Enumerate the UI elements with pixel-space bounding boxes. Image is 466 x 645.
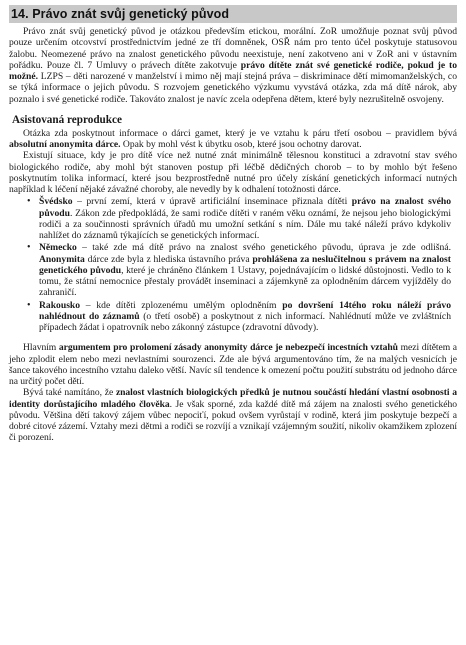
text-run: , které je chráněno článkem 1 Ustavy, pojednávajícím o lidské důstojnosti. Vedlo to k tomu, že státní nemocnice přestaly provádět inseminaci a zájemkyně za oplodněním dárcem vyjížděly do zahraničí. — [39, 264, 451, 299]
text-run: Hlavním — [23, 342, 59, 354]
section-title: Asistovaná reprodukce — [12, 113, 122, 126]
text-run: dárce zde byla z hlediska ústavního práva — [84, 253, 253, 265]
paragraph-donor-anonymity — [9, 128, 457, 151]
page-title: 14. Právo znát svůj genetický původ — [11, 7, 230, 21]
paragraph-existing-situations: Existují situace, kdy je pro dítě více než nutné znát minimálně tělesnou konstituci a zdravotní stav svého biologického rodiče, aby mohl být stanoven postup při léčbě dědičných chorob – to by mohlo být řešeno poskytnutím tolika informací, které jsou bezprostředně nutné pro účely získání genetických informací nutných například k léčení nějaké závažné choroby, ale nevedly by k odhalení totožnosti dárce. — [9, 150, 457, 195]
bold-text-run: Rakousko — [39, 299, 81, 311]
bold-text-run: znalost vlastních biologických předků je nutnou součástí hledání vlastní osobnosti a identity dorůstajícího mladého člověka — [9, 387, 458, 410]
text-run: . Zákon zde předpokládá, že sami rodiče dítěti v raném věku oznámí, že nejsou jeho biologickými rodiči a za součinnosti správních úřadů mu umožní setkání s ním. Dále mu také náleží právo kdykoliv nahlížet do záznamů týkajících se genetických informací. — [39, 207, 451, 241]
bullet-icon: • — [27, 196, 31, 208]
list-item-austria — [27, 299, 451, 334]
text-run: mezi dítětem a jeho zplodit elem nebo mezi nevlastními sourozenci. Zde ale bývá argumentováno tím, že na malých vesnicích je šance takového incestního vztahu daleko větší. Navíc síl tendence k omezení počtu použití substrátu od jednoho dárce na určitý počet dětí. — [9, 342, 457, 387]
bold-text-run: po dovršení 14tého roku náleží právo nahlédnout do záznamů — [39, 299, 451, 322]
bullet-icon: • — [27, 242, 31, 254]
bold-text-run: Anonymita — [39, 253, 85, 265]
bold-text-run: právo na znalost svého původu — [39, 196, 452, 219]
text-run: (o třetí osobě) a poskytnout z nich informací. Nahlédnutí může ve zvláštních případech žádat i opatrovník nebo zákonný zástupce (zdravotní důvody). — [39, 310, 451, 333]
text-run: . Je však sporné, zda každé dítě má zájem na znalosti svého genetického původu. Většina dětí takový zájem vůbec nepociťí, pokud ovšem vyrůstají v rodině, která jim poskytuje bezpečí a dobré citové zázemí. Vztahy mezi dětmi a rodiči se rozvíjí a vznikají vzájemným soužití, nikoliv okamžikem zplození či porození. — [9, 398, 458, 444]
list-item-text — [39, 196, 451, 241]
text-run: Právo znát svůj genetický původ je otázkou především etickou, morální. ZoR umožňuje poznat svůj původ pouze určením otcovství prostřednictvím jedné ze tří domněnek, OSŘ nám pro tento účel poskytuje statusovou žalobu. Neomezené právo na znalost genetického původu neexistuje, není zakotveno ani v ZoR ani v ústavním pořádku. Pouze čl. 7 Umluvy o právech dítěte zakotvuje — [9, 26, 457, 71]
text-run: LZPS – děti narozené v manželství i mimo něj mají stejná práva – diskriminace dětí mimomanželských, co se týká informace o jejich původu. S rozvojem genetického výzkumu vyvstává otázka, zda má dítě nárok, aby poznalo i své genetické rodiče. Takováto znalost je navíc zcela odepřena dětem, které byly nezrušitelně osvojeny. — [9, 71, 457, 105]
bold-text-run: Švédsko — [39, 196, 73, 208]
list-item-text — [39, 300, 451, 334]
list-item-sweden — [27, 196, 452, 241]
paragraph-identity-argument — [9, 387, 457, 443]
bold-text-run: argumentem pro prolomení zásady anonymity dárce je nebezpečí incestních vztahů — [58, 342, 398, 354]
text-run: Bývá také namítáno, že — [23, 387, 116, 399]
bold-text-run: právo dítěte znát své genetické rodiče, pokud je to možné. — [9, 59, 457, 82]
bullet-icon: • — [27, 299, 31, 311]
text-run: – kde dítěti zplozenému umělým oplodněním — [80, 299, 283, 311]
list-item-text — [39, 242, 451, 298]
paragraph-main-argument — [9, 342, 457, 387]
heading-bar — [9, 5, 457, 23]
text-run: Otázka zda poskytnout informace o dárci gamet, který je ve vztahu k páru třetí osobou – pravidlem bývá — [23, 127, 457, 139]
bold-text-run: Německo — [39, 242, 77, 254]
country-list — [9, 196, 457, 333]
text-run: – také zde má dítě právo na znalost svého genetického původu, úprava je zde odlišná. — [76, 242, 451, 254]
bold-text-run: prohlášena za neslučitelnou s právem na znalost genetického původu — [39, 253, 451, 276]
text-run: Opak by mohl vést k úbytku osob, které jsou ochotny darovat. — [120, 139, 362, 150]
text-run: – první zemí, která v úpravě artificiální inseminace přiznala dítěti — [72, 196, 352, 208]
list-item-germany — [27, 242, 451, 299]
intro-paragraph — [9, 26, 457, 105]
bold-text-run: absolutní anonymita dárce. — [9, 139, 121, 150]
